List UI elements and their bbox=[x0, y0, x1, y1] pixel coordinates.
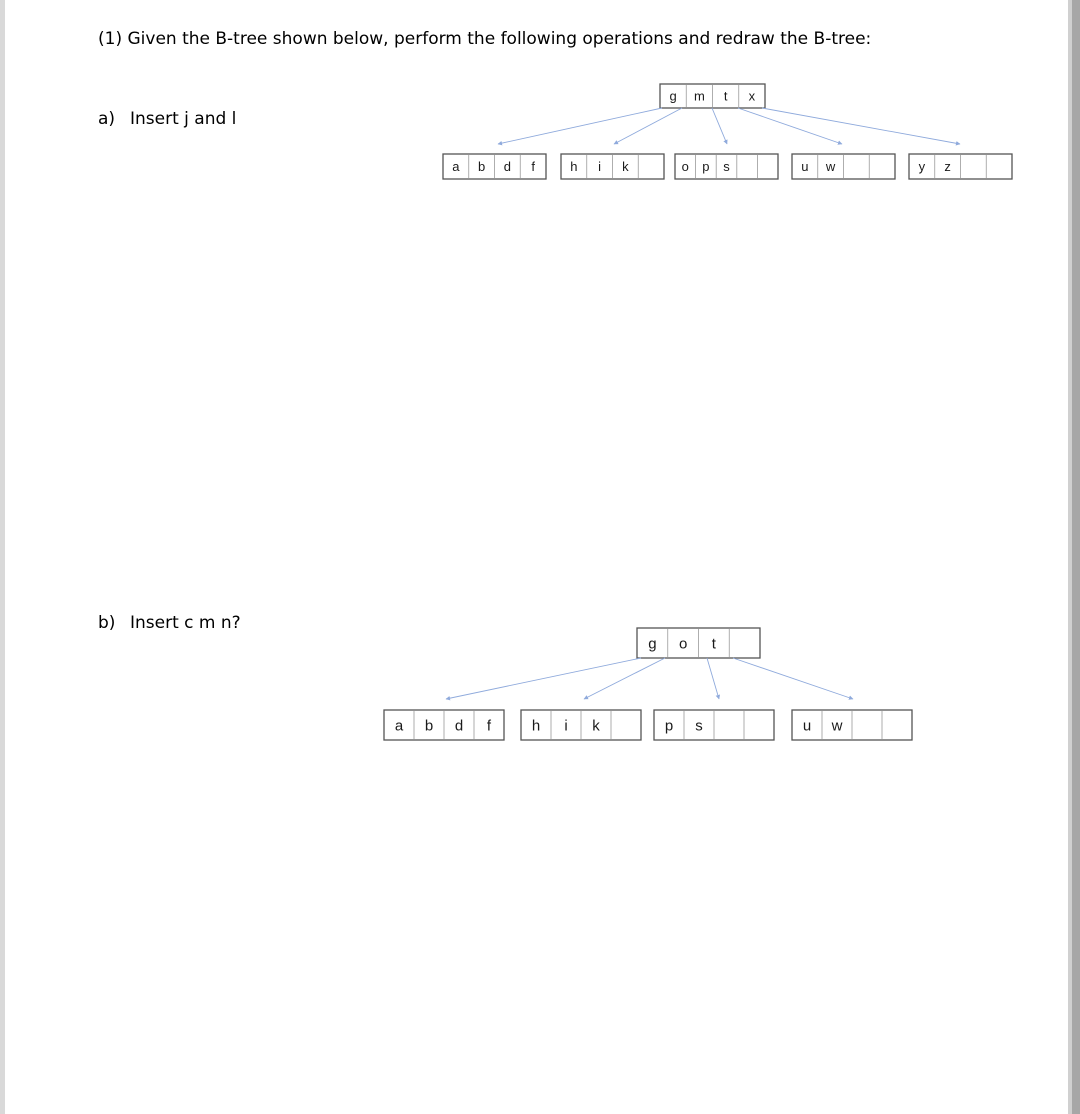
leaf-node bbox=[443, 154, 546, 179]
leaf-node bbox=[792, 710, 912, 740]
leaf-node bbox=[384, 710, 504, 740]
leaf-node bbox=[561, 154, 664, 179]
leaf-node-key: p bbox=[702, 159, 710, 175]
leaf-node-key: w bbox=[831, 717, 843, 735]
leaf-node-key: b bbox=[424, 717, 434, 735]
part-a-instruction: Insert j and l bbox=[130, 109, 237, 129]
leaf-node bbox=[909, 154, 1012, 179]
root-node-key: m bbox=[693, 88, 705, 104]
leaf-node bbox=[521, 710, 641, 740]
leaf-node-key: u bbox=[802, 717, 812, 735]
leaf-node-key: y bbox=[918, 159, 926, 175]
pointer-edge bbox=[712, 108, 727, 144]
leaf-node-key: h bbox=[570, 159, 578, 175]
pointer-edge bbox=[762, 108, 960, 144]
leaf-node-key: d bbox=[503, 159, 511, 175]
leaf-node-key: o bbox=[681, 159, 689, 175]
leaf-node bbox=[792, 154, 895, 179]
leaf-node-key: a bbox=[452, 159, 460, 175]
pointer-edge bbox=[614, 108, 682, 144]
root-node-key: g bbox=[669, 88, 677, 104]
btree-b bbox=[384, 628, 912, 740]
leaf-node-key: f bbox=[486, 717, 492, 735]
pointer-edge bbox=[584, 658, 665, 699]
leaf-node-key: h bbox=[531, 717, 541, 735]
leaf-node-key: s bbox=[695, 717, 703, 735]
part-b-marker: b) bbox=[98, 613, 116, 633]
question-heading: (1) Given the B-tree shown below, perform the following operations and redraw the B-tree: bbox=[98, 29, 872, 49]
leaf-node-key: k bbox=[622, 159, 629, 175]
leaf-node-key: b bbox=[478, 159, 486, 175]
leaf-node-key: u bbox=[801, 159, 809, 175]
part-a-marker: a) bbox=[98, 109, 116, 129]
part-b-instruction: Insert c m n? bbox=[130, 613, 241, 633]
root-node bbox=[637, 628, 760, 658]
root-node-key: t bbox=[711, 635, 716, 653]
leaf-node-key: w bbox=[825, 159, 836, 175]
leaf-node bbox=[675, 154, 778, 179]
pointer-edge bbox=[733, 658, 853, 699]
leaf-node-key: s bbox=[723, 159, 730, 175]
leaf-node bbox=[654, 710, 774, 740]
btree-a bbox=[443, 84, 1012, 179]
leaf-node-key: z bbox=[944, 159, 951, 175]
leaf-node-key: k bbox=[592, 717, 600, 735]
root-node-key: x bbox=[748, 88, 756, 104]
pointer-edge bbox=[446, 658, 641, 699]
pointer-edge bbox=[707, 658, 719, 699]
pointer-edge bbox=[498, 108, 662, 144]
leaf-node-key: a bbox=[394, 717, 404, 735]
root-node-key: g bbox=[648, 635, 657, 653]
leaf-node-key: i bbox=[598, 159, 602, 175]
root-node-key: t bbox=[723, 88, 728, 104]
leaf-node-key: d bbox=[454, 717, 464, 735]
leaf-node-key: p bbox=[664, 717, 674, 735]
root-node bbox=[660, 84, 765, 108]
root-node-key: o bbox=[678, 635, 688, 653]
leaf-node-key: i bbox=[564, 717, 568, 735]
leaf-node-key: f bbox=[531, 159, 535, 175]
